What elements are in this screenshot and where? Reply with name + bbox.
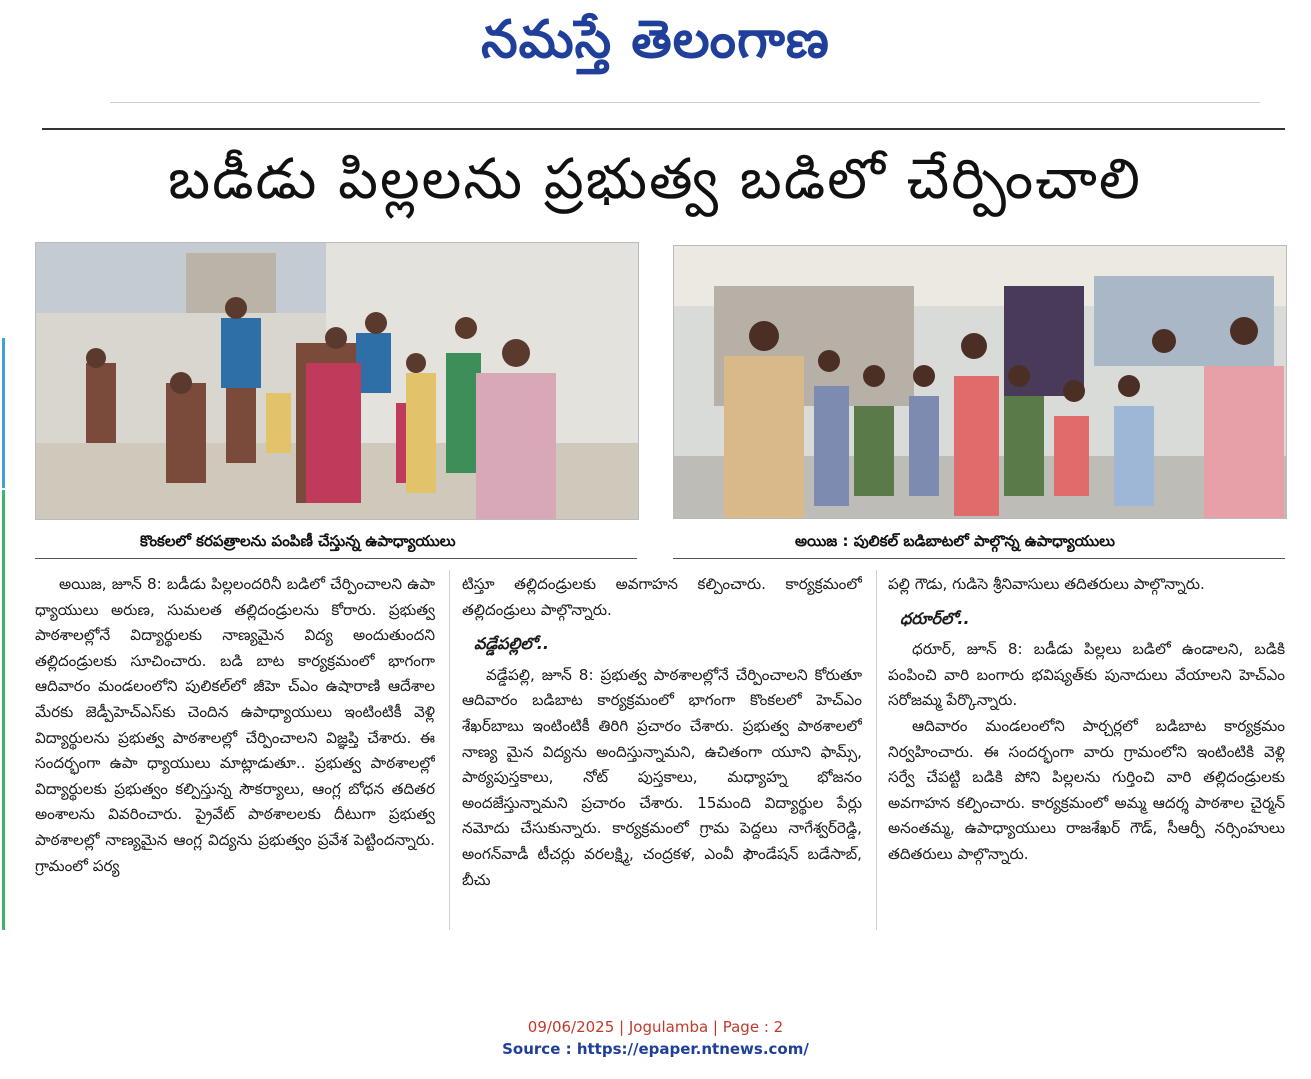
top-divider: [110, 102, 1260, 103]
article-column-2: [462, 572, 862, 934]
subheading-dharur: ధరూర్‌లో..: [900, 608, 970, 628]
side-marker-blue: [2, 338, 5, 488]
photo-left: [35, 242, 639, 520]
article-column-3: [888, 572, 1285, 934]
caption-rule-left: [35, 558, 637, 559]
footer-source: Source : https://epaper.ntnews.com/: [502, 1040, 809, 1058]
header-rule: [42, 128, 1285, 130]
article-paragraph: ధరూర్, జూన్ 8: బడీడు పిల్లలు బడిలో ఉండాలని, బడికి పంపించి వారి బంగారు భవిష్యత్‌కు పునాదులు వేయాలని హెచ్ఎం సరోజమ్మ పేర్కొన్నారు.: [888, 640, 1285, 710]
article-paragraph: టిస్తూ తల్లిదండ్రులకు అవగాహన కల్పించారు. కార్యక్రమంలో తల్లిదండ్రులు పాల్గొన్నారు.: [462, 575, 862, 619]
article-headline: బడీడు పిల్లలను ప్రభుత్వ బడిలో చేర్పించాలి: [168, 147, 1142, 212]
footer: [0, 1016, 1311, 1060]
column-divider: [876, 570, 877, 930]
article-paragraph: పల్లి గౌడు, గుడిసె శ్రీనివాసులు తదితరులు పాల్గొన్నారు.: [888, 575, 1205, 593]
footer-date-edition: 09/06/2025 | Jogulamba | Page : 2: [527, 1018, 784, 1036]
side-marker-green: [2, 490, 5, 930]
caption-rule-right: [673, 558, 1285, 559]
photo-right-caption: అయిజ : పులికల్ బడిబాటలో పాల్గొన్న ఉపాధ్యాయులు: [795, 532, 1115, 550]
photo-right: [673, 245, 1287, 519]
photo-left-caption: కొంకలలో కరపత్రాలను పంపిణీ చేస్తున్న ఉపాధ్యాయులు: [140, 532, 456, 550]
masthead-logo: నమస్తే తెలంగాణ: [481, 9, 830, 70]
article-paragraph: ఆదివారం మండలంలోని పార్చర్లలో బడిబాట కార్యక్రమం నిర్వహించారు. ఈ సందర్భంగా వారు గ్రామంలోని ఇంటింటికి వెళ్లి సర్వే చేపట్టి బడికి పోని పిల్లలను గుర్తించి వారి తల్లిదండ్రులకు అవగాహన కల్పించారు. కార్యక్రమంలో అమ్మ ఆదర్శ పాఠశాల చైర్మన్ అనంతమ్మ, ఉపాధ్యాయులు రాజశేఖర్ గౌడ్, సీఆర్పీ నర్సింహులు తదితరులు పాల్గొన్నారు.: [888, 716, 1285, 863]
article-paragraph: వడ్డేపల్లి, జూన్ 8: ప్రభుత్వ పాఠశాలల్లోనే చేర్పించాలని కోరుతూ ఆదివారం బడిబాట కార్యక్రమంలో భాగంగా కొంకలలో హెచ్ఎం శేఖర్‌బాబు ఇంటింటికీ తిరిగి ప్రచారం చేశారు. ప్రభుత్వ పాఠశాలలో నాణ్య మైన విద్యను అందిస్తున్నామని, ఉచితంగా యూని ఫామ్స్, పాఠ్యపుస్తకాలు, నోట్ పుస్తకాలు, మధ్యాహ్న భోజనం అందజేస్తున్నామని ప్రచారం చేశారు. 15మంది విద్యార్థుల పేర్లు నమోదు చేసుకున్నారు. కార్యక్రమంలో గ్రామ పెద్దలు నాగేశ్వర్‌రెడ్డి, అంగన్‌వాడీ టీచర్లు వరలక్ష్మి, చంద్రకళ, ఎంవీ ఫౌండేషన్ బడేసాబ్, బీచు: [462, 665, 862, 889]
subheading-vaddepalli: వడ్డేపల్లిలో..: [474, 634, 549, 654]
article-column-1: [35, 572, 435, 934]
column-divider: [449, 570, 450, 930]
article-paragraph: అయిజ, జూన్ 8: బడీడు పిల్లలందరినీ బడిలో చేర్పించాలని ఉపా ధ్యాయులు అరుణ, సుమలత తల్లిదండ్రులను కోరారు. ప్రభుత్వ పాఠశాలల్లోనే విద్యార్థులకు నాణ్యమైన విద్య అందుతుందని తల్లిదండ్రులకు సూచించారు. బడి బాట కార్యక్రమంలో భాగంగా ఆదివారం మండలంలోని పులికల్‌లో జీహె చ్ఎం ఉషారాణి ఆదేశాల మేరకు జెడ్పీహెచ్ఎస్‌కు చెందిన ఉపాధ్యాయులు ఇంటింటికీ వెళ్లి విద్యార్థులను ప్రభుత్వ పాఠశాలల్లో చేర్పించాలని విజ్ఞప్తి చేశారు. ఈ సందర్భంగా ఉపా ధ్యాయులు మాట్లాడుతూ.. ప్రభుత్వ పాఠశాలల్లో విద్యార్థులకు ప్రభుత్వం కల్పిస్తున్న సౌకర్యాలు, ఆంగ్ల బోధన తదితర అంశాలను వివరించారు. ప్రైవేట్ పాఠశాలలకు దీటుగా ప్రభుత్వ పాఠశాలల్లో నాణ్యమైన ఆంగ్ల విద్యను ప్రభుత్వం ప్రవేశ పెట్టిందన్నారు. గ్రామంలో పర్య: [35, 575, 435, 875]
